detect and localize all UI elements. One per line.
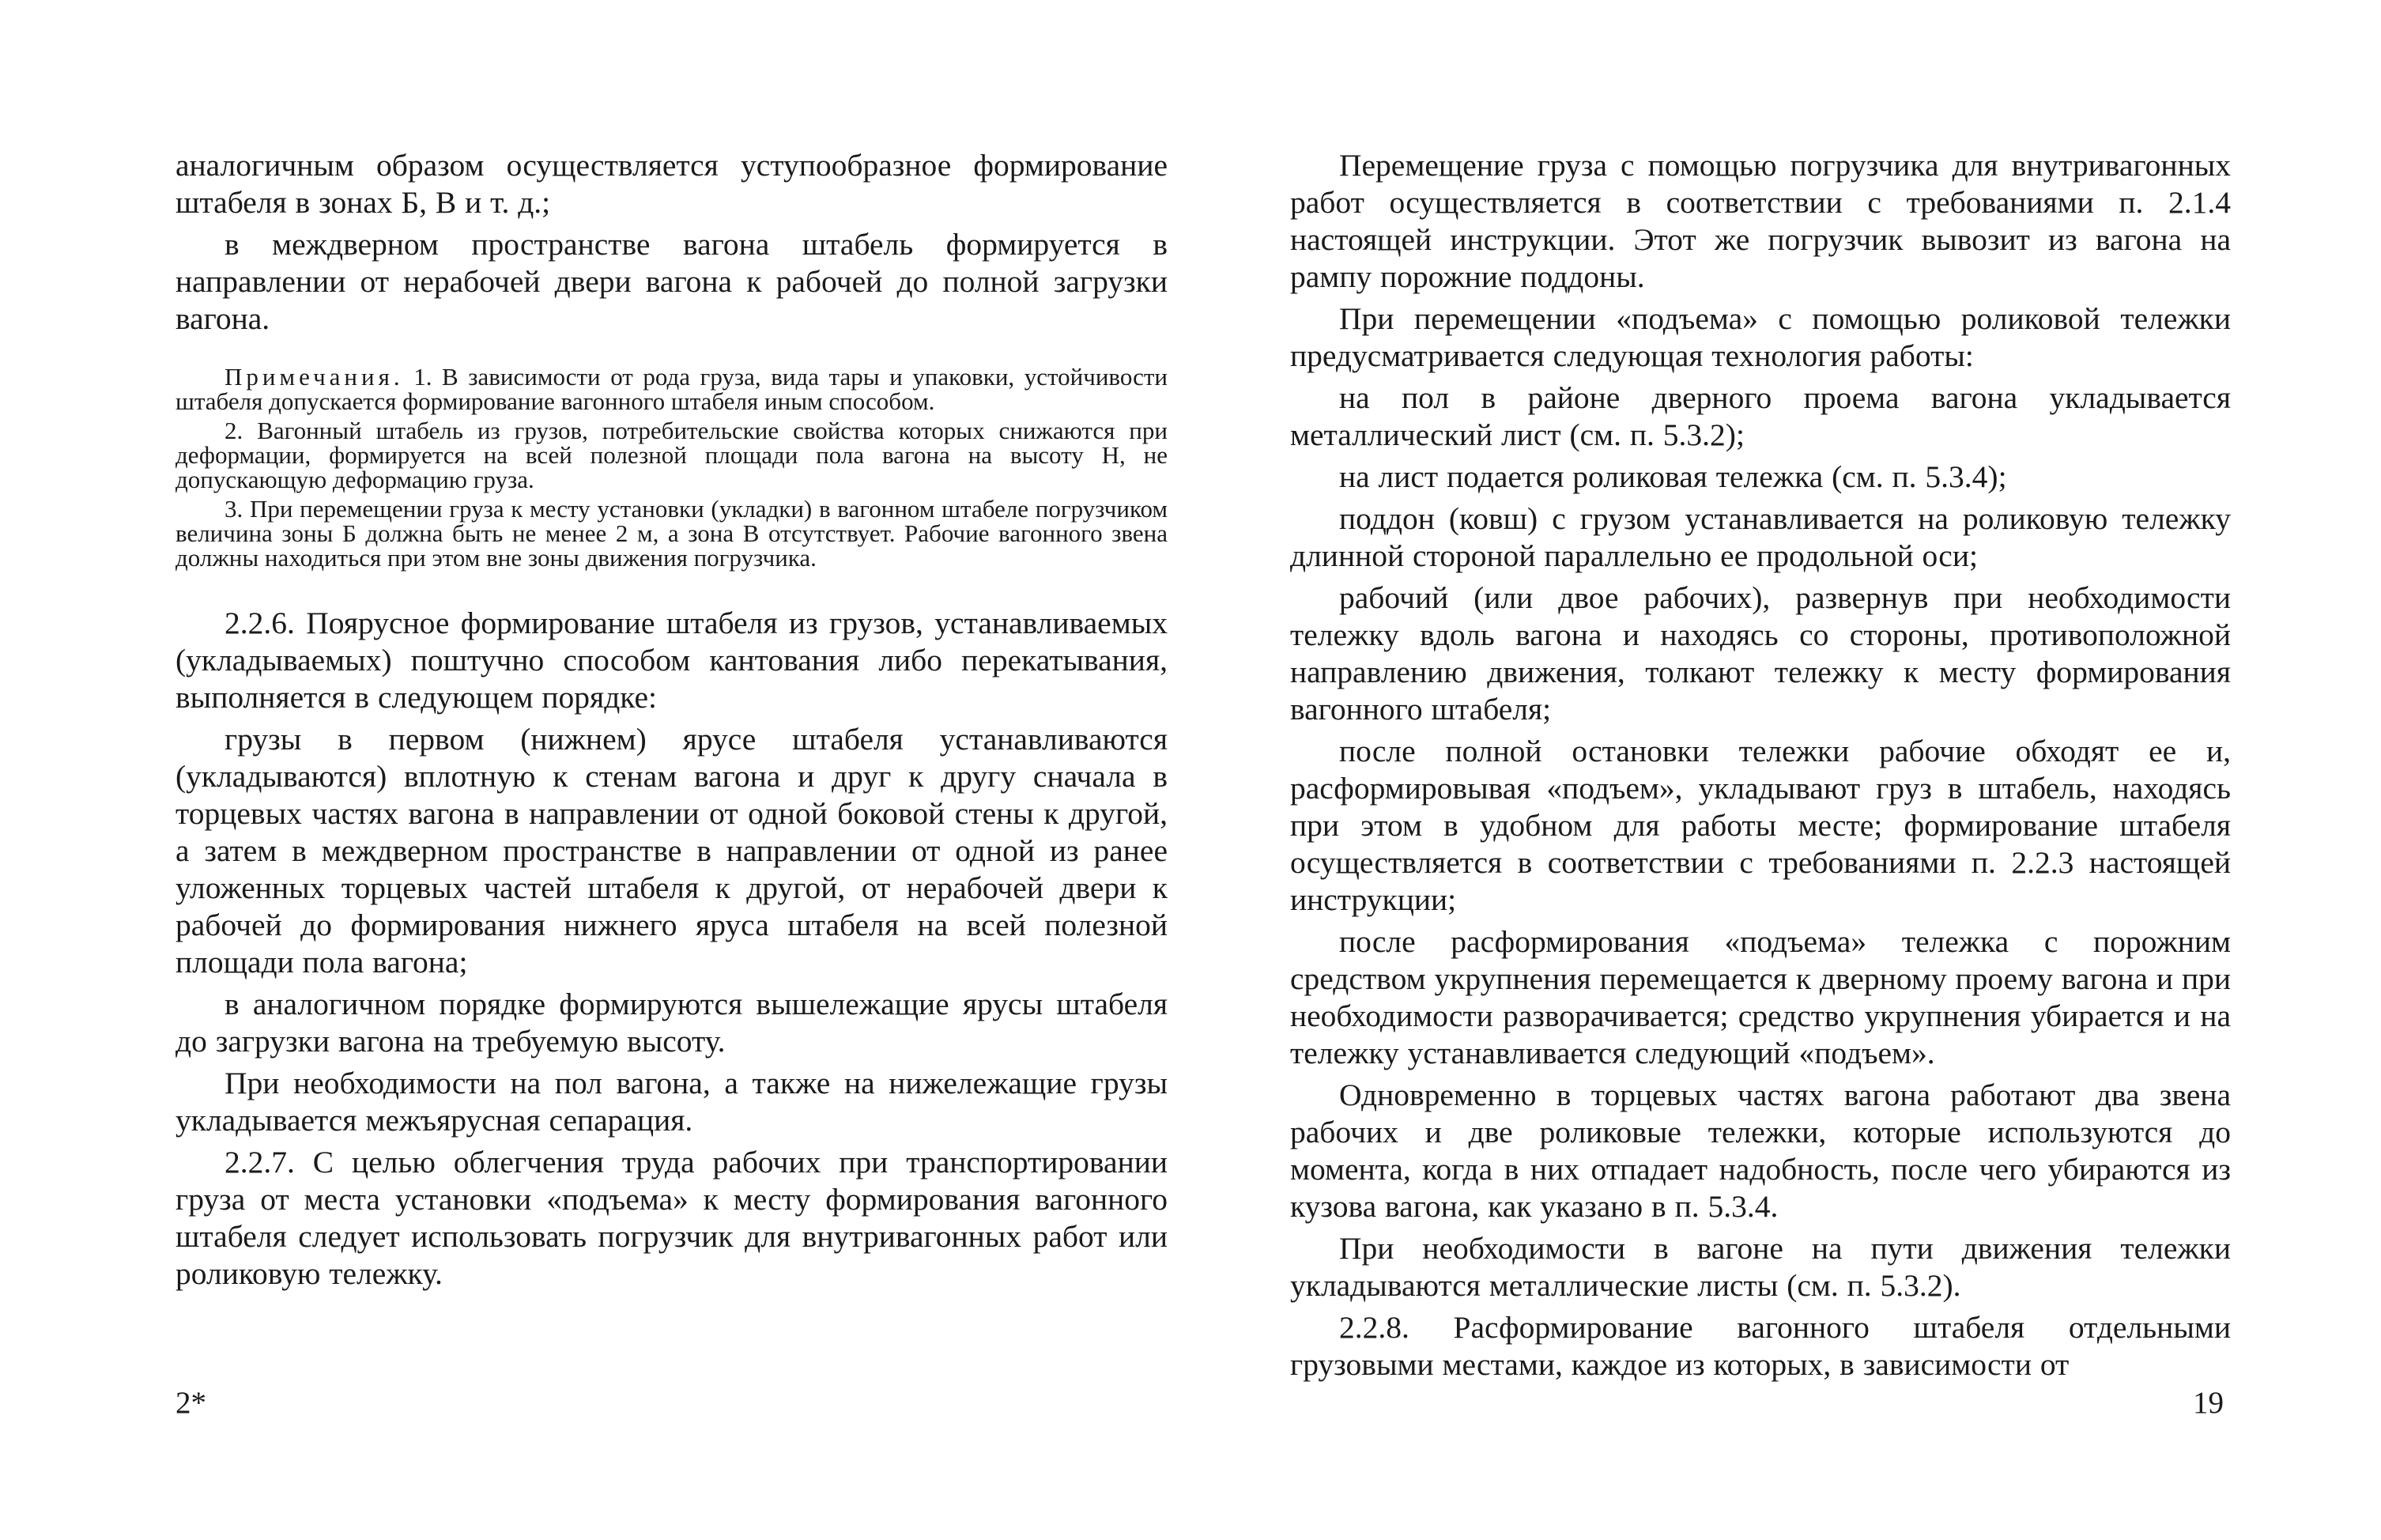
right-paragraph-4: на лист подается роликовая тележка (см. п. 5.3.4); xyxy=(1339,459,2007,494)
right-paragraph-7: после полной остановки тележки рабочие обходят ее и, расформировывая «подъем», укладывают груз в штабель, находясь при этом в удобном для работы месте; формирование штабеля осуществляется в соответствии с требованиями п. 2.2.3 настоящей инструкции; xyxy=(1290,734,2231,917)
note-2: 2. Вагонный штабель из грузов, потребительские свойства которых снижаются при деформации, формируется на всей полезной площади пола вагона на высоту Н, не допускающую деформацию груза. xyxy=(175,417,1168,493)
right-paragraph-1: Перемещение груза с помощью погрузчика для внутривагонных работ осуществляется в соответствии с требованиями п. 2.1.4 настоящей инструкции. Этот же погрузчик вывозит из вагона на рампу порожние поддоны. xyxy=(1290,148,2231,294)
right-paragraph-5: поддон (ковш) с грузом устанавливается на роликовую тележку длинной стороной параллельно ее продольной оси; xyxy=(1290,501,2231,573)
page-number-right: 19 xyxy=(2193,1386,2224,1420)
page-number-left: 2* xyxy=(175,1386,206,1420)
left-paragraph-bottom-4: При необходимости на пол вагона, а также на нижележащие грузы укладывается межъярусная сепарация. xyxy=(175,1066,1168,1138)
right-paragraph-9: Одновременно в торцевых частях вагона работают два звена рабочих и две роликовые тележки, которые используются до момента, когда в них отпадает надобность, после чего убираются из кузова вагона, как указано в п. 5.3.4. xyxy=(1290,1078,2231,1224)
left-page-text xyxy=(175,147,1168,1297)
left-paragraph-1: аналогичным образом осуществляется уступообразное формирование штабеля в зонах Б, В и т. д.; xyxy=(175,148,1168,220)
section-2-2-7: 2.2.7. С целью облегчения труда рабочих при транспортировании груза от места установки «подъема» к месту формирования вагонного штабеля следует использовать погрузчик для внутривагонных работ или роликовую тележку. xyxy=(175,1145,1168,1291)
right-paragraph-6: рабочий (или двое рабочих), развернув при необходимости тележку вдоль вагона и находясь со стороны, противоположной направлению движения, толкают тележку к месту формирования вагонного штабеля; xyxy=(1290,580,2231,727)
note-1 xyxy=(175,364,1168,413)
right-page-text xyxy=(1290,147,2231,1388)
right-paragraph-10: При необходимости в вагоне на пути движения тележки укладываются металлические листы (см. п. 5.3.2). xyxy=(1290,1231,2231,1303)
note-3: 3. При перемещении груза к месту установки (укладки) в вагонном штабеле погрузчиком величина зоны Б должна быть не менее 2 м, а зона В отсутствует. Рабочие вагонного звена должны находиться при этом вне зоны движения погрузчика. xyxy=(175,495,1168,572)
right-paragraph-8: после расформирования «подъема» тележка с порожним средством укрупнения перемещается к дверному проему вагона и при необходимости разворачивается; средство укрупнения убирается и на тележку устанавливается следующий «подъем». xyxy=(1290,924,2231,1070)
section-2-2-8: 2.2.8. Расформирование вагонного штабеля отдельными грузовыми местами, каждое из которых, в зависимости от xyxy=(1290,1310,2231,1382)
left-paragraph-bottom-2: грузы в первом (нижнем) ярусе штабеля устанавливаются (укладываются) вплотную к стенам вагона и друг к другу сначала в торцевых частях вагона в направлении от одной боковой стены к другой, а затем в междверном пространстве в направлении от одной из ранее уложенных торцевых частей штабеля к другой, от нерабочей двери к рабочей до формирования нижнего яруса штабеля на всей полезной площади пола вагона; xyxy=(175,722,1168,979)
right-paragraph-2: При перемещении «подъема» с помощью роликовой тележки предусматривается следующая технология работы: xyxy=(1290,301,2231,373)
left-paragraph-bottom-3: в аналогичном порядке формируются вышележащие ярусы штабеля до загрузки вагона на требуемую высоту. xyxy=(175,987,1168,1059)
section-2-2-6: 2.2.6. Поярусное формирование штабеля из грузов, устанавливаемых (укладываемых) поштучно способом кантования либо перекатывания, выполняется в следующем порядке: xyxy=(175,606,1168,715)
right-paragraph-3: на пол в районе дверного проема вагона укладывается металлический лист (см. п. 5.3.2); xyxy=(1290,380,2231,452)
notes-block xyxy=(175,364,1168,570)
left-paragraph-2: в междверном пространстве вагона штабель формируется в направлении от нерабочей двери вагона к рабочей до полной загрузки вагона. xyxy=(175,227,1168,336)
notes-heading: Примечания. xyxy=(225,363,404,391)
note-1-text: 1. В зависимости от рода груза, вида тары и упаковки, устойчивости штабеля допускается формирование вагонного штабеля иным способом. xyxy=(175,363,1168,415)
